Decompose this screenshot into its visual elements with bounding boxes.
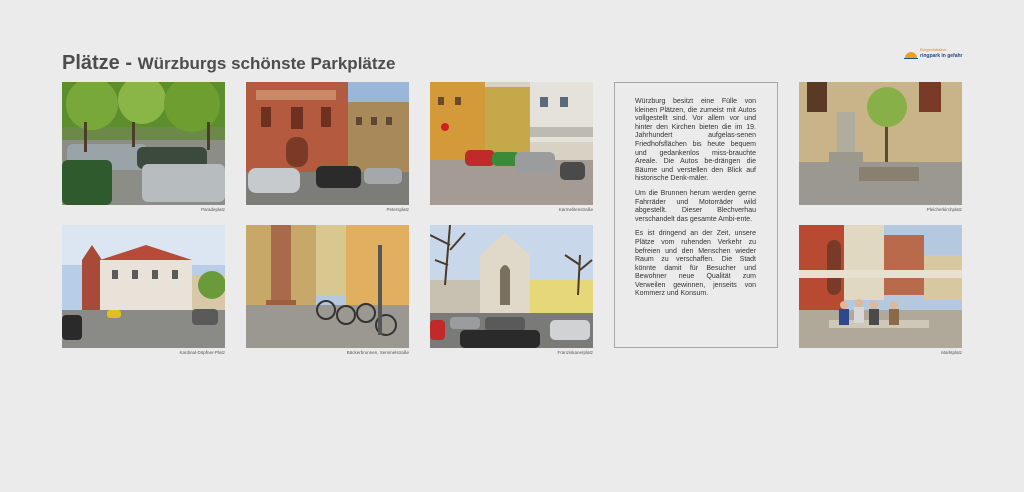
paradeplatz-image [62, 82, 225, 205]
logo-main-text: ringpark in gefahr [920, 53, 963, 59]
photo-franziskanerplatz [430, 225, 593, 348]
pleicherkirchplatz-image [799, 82, 962, 205]
caption-franziskanerplatz: Franziskanerplatz [557, 350, 593, 355]
photo-karmelitenstrasse [430, 82, 593, 205]
paragraph-3: Es ist dringend an der Zeit, unsere Plätze vom ruhenden Verkehr zu befreien und den Menschen wieder Raum zu verschaffen. Die Stadt könnte damit für Besucher und Bewohner neue Qualität zum Verweilen gewinnen, jenseits von Kommerz und Konsum. [635, 230, 756, 298]
logo-top-text: Bürgerinitiative [920, 47, 947, 52]
title-separator: - [119, 52, 138, 74]
title-subtitle: Würzburgs schönste Parkplätze [137, 54, 396, 73]
page-title [62, 40, 395, 77]
sun-logo-icon [904, 49, 918, 59]
photo-paradeplatz [62, 82, 225, 205]
caption-kardinal-doepfner-platz: Kardinal-Döpfner-Platz [179, 350, 225, 355]
kardinal-doepfner-platz-image [62, 225, 225, 348]
title-main: Plätze [62, 52, 120, 74]
photo-kardinal-doepfner-platz [62, 225, 225, 348]
marktplatz-image [799, 225, 962, 348]
petersplatz-image [246, 82, 409, 205]
caption-baeckerbrunnen: Bäckerbrunnen, Semmelstraße [346, 350, 409, 355]
paragraph-1: Würzburg besitzt eine Fülle von kleinen Plätzen, die zumeist mit Autos vollgestellt sind. Vor allem vor und hinter den Kirchen bieten die im 19. Jahrhundert aufgelas-senen Friedhofsflächen bis heute bequem und gedankenlos miss-brauchte Areale. Die Autos be-drängen die Bäume und verstellen den Blick auf historische Denk-mäler. [635, 98, 756, 183]
caption-paradeplatz: Paradeplatz [200, 207, 225, 212]
photo-petersplatz [246, 82, 409, 205]
photo-baeckerbrunnen [246, 225, 409, 348]
caption-karmelitenstrasse: Karmelitenstraße [558, 207, 593, 212]
caption-marktplatz: Marktplatz [941, 350, 962, 355]
paragraph-2: Um die Brunnen herum werden gerne Fahrräder und Motorräder wild abgestellt. Dieser Blechverhau verschandelt das gesamte Ambi-ente. [635, 189, 756, 223]
baeckerbrunnen-image [246, 225, 409, 348]
text-body [635, 98, 756, 305]
photo-pleicherkirchplatz [799, 82, 962, 205]
karmelitenstrasse-image [430, 82, 593, 205]
text-panel [614, 82, 778, 348]
initiative-logo [904, 47, 966, 63]
franziskanerplatz-image [430, 225, 593, 348]
caption-petersplatz: Petersplatz [386, 207, 409, 212]
photo-marktplatz [799, 225, 962, 348]
caption-pleicherkirchplatz: Pleicherkirchplatz [926, 207, 962, 212]
